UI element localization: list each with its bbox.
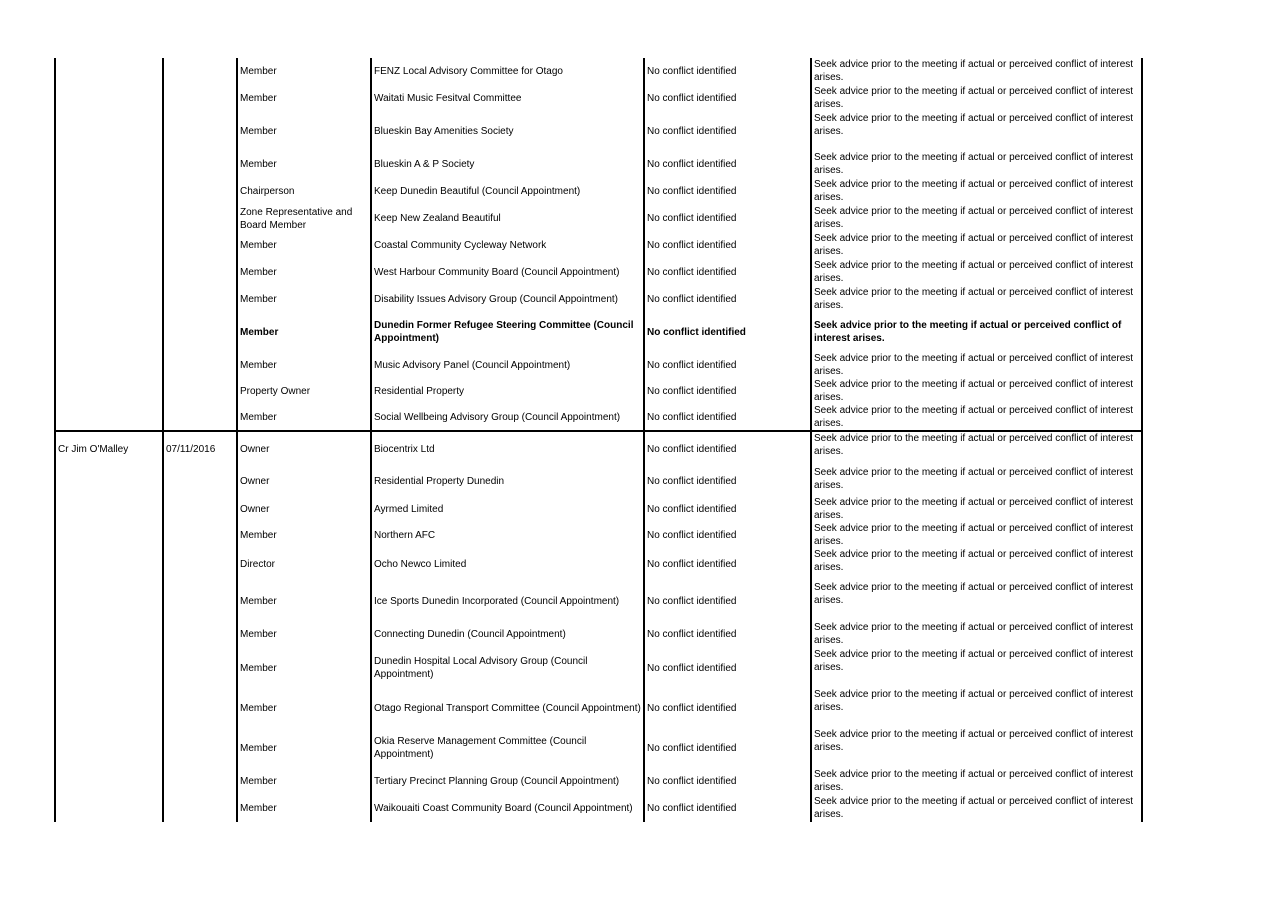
organisation-cell: Okia Reserve Management Committee (Council Appointment) <box>371 728 644 768</box>
role-cell: Member <box>237 795 371 822</box>
table-row <box>55 581 1142 621</box>
role-cell: Owner <box>237 496 371 522</box>
member-name-cell <box>55 85 163 112</box>
date-cell <box>163 522 237 548</box>
table-row <box>55 621 1142 648</box>
advice-cell: Seek advice prior to the meeting if actual or perceived conflict of interest arises. <box>811 58 1142 85</box>
role-cell: Member <box>237 58 371 85</box>
role-cell: Member <box>237 728 371 768</box>
advice-cell: Seek advice prior to the meeting if actual or perceived conflict of interest arises. <box>811 352 1142 378</box>
date-cell <box>163 286 237 312</box>
conflict-cell: No conflict identified <box>644 688 811 728</box>
organisation-cell: Ice Sports Dunedin Incorporated (Council Appointment) <box>371 581 644 621</box>
conflict-cell: No conflict identified <box>644 548 811 581</box>
table-row <box>55 548 1142 581</box>
date-cell <box>163 205 237 232</box>
organisation-cell: Dunedin Former Refugee Steering Committee (Council Appointment) <box>371 312 644 352</box>
role-cell: Member <box>237 768 371 795</box>
organisation-cell: Connecting Dunedin (Council Appointment) <box>371 621 644 648</box>
advice-cell: Seek advice prior to the meeting if actual or perceived conflict of interest arises. <box>811 178 1142 205</box>
role-cell: Member <box>237 648 371 688</box>
member-name-cell <box>55 312 163 352</box>
date-cell <box>163 648 237 688</box>
role-cell: Property Owner <box>237 378 371 404</box>
date-cell <box>163 548 237 581</box>
role-cell: Member <box>237 581 371 621</box>
advice-cell: Seek advice prior to the meeting if actual or perceived conflict of interest arises. <box>811 688 1142 728</box>
table-row <box>55 522 1142 548</box>
conflict-cell: No conflict identified <box>644 795 811 822</box>
organisation-cell: Tertiary Precinct Planning Group (Council Appointment) <box>371 768 644 795</box>
table-row <box>55 312 1142 352</box>
date-cell <box>163 728 237 768</box>
date-cell <box>163 259 237 286</box>
conflict-cell: No conflict identified <box>644 404 811 431</box>
conflict-cell: No conflict identified <box>644 621 811 648</box>
conflict-cell: No conflict identified <box>644 496 811 522</box>
register-table-body <box>55 58 1142 822</box>
date-cell <box>163 112 237 151</box>
organisation-cell: Disability Issues Advisory Group (Council Appointment) <box>371 286 644 312</box>
advice-cell: Seek advice prior to the meeting if actual or perceived conflict of interest arises. <box>811 496 1142 522</box>
conflict-cell: No conflict identified <box>644 431 811 466</box>
member-name-cell <box>55 58 163 85</box>
table-row <box>55 431 1142 466</box>
role-cell: Member <box>237 286 371 312</box>
member-name-cell <box>55 581 163 621</box>
conflict-cell: No conflict identified <box>644 85 811 112</box>
date-cell <box>163 621 237 648</box>
conflict-cell: No conflict identified <box>644 728 811 768</box>
table-row <box>55 112 1142 151</box>
conflict-cell: No conflict identified <box>644 352 811 378</box>
member-name-cell <box>55 178 163 205</box>
conflict-cell: No conflict identified <box>644 286 811 312</box>
role-cell: Member <box>237 85 371 112</box>
date-cell <box>163 466 237 496</box>
advice-cell: Seek advice prior to the meeting if actual or perceived conflict of interest arises. <box>811 621 1142 648</box>
role-cell: Member <box>237 352 371 378</box>
table-row <box>55 178 1142 205</box>
role-cell: Owner <box>237 466 371 496</box>
conflict-cell: No conflict identified <box>644 312 811 352</box>
advice-cell: Seek advice prior to the meeting if actual or perceived conflict of interest arises. <box>811 85 1142 112</box>
conflict-cell: No conflict identified <box>644 112 811 151</box>
organisation-cell: Waitati Music Fesitval Committee <box>371 85 644 112</box>
member-name-cell <box>55 286 163 312</box>
organisation-cell: Ayrmed Limited <box>371 496 644 522</box>
role-cell: Member <box>237 259 371 286</box>
advice-cell: Seek advice prior to the meeting if actual or perceived conflict of interest arises. <box>811 522 1142 548</box>
table-row <box>55 648 1142 688</box>
advice-cell: Seek advice prior to the meeting if actual or perceived conflict of interest arises. <box>811 232 1142 259</box>
date-cell <box>163 404 237 431</box>
date-cell <box>163 795 237 822</box>
member-name-cell <box>55 648 163 688</box>
table-row <box>55 58 1142 85</box>
conflict-cell: No conflict identified <box>644 768 811 795</box>
organisation-cell: Keep New Zealand Beautiful <box>371 205 644 232</box>
conflict-cell: No conflict identified <box>644 58 811 85</box>
table-row <box>55 688 1142 728</box>
conflict-cell: No conflict identified <box>644 259 811 286</box>
date-cell <box>163 85 237 112</box>
member-name-cell <box>55 466 163 496</box>
organisation-cell: Northern AFC <box>371 522 644 548</box>
organisation-cell: Residential Property Dunedin <box>371 466 644 496</box>
advice-cell: Seek advice prior to the meeting if actual or perceived conflict of interest arises. <box>811 112 1142 151</box>
member-name-cell <box>55 688 163 728</box>
table-row <box>55 404 1142 431</box>
conflict-cell: No conflict identified <box>644 151 811 178</box>
member-name-cell <box>55 352 163 378</box>
role-cell: Zone Representative and Board Member <box>237 205 371 232</box>
advice-cell: Seek advice prior to the meeting if actual or perceived conflict of interest arises. <box>811 795 1142 822</box>
role-cell: Member <box>237 312 371 352</box>
organisation-cell: Blueskin Bay Amenities Society <box>371 112 644 151</box>
table-row <box>55 232 1142 259</box>
conflict-cell: No conflict identified <box>644 648 811 688</box>
member-name-cell <box>55 548 163 581</box>
organisation-cell: Coastal Community Cycleway Network <box>371 232 644 259</box>
organisation-cell: Ocho Newco Limited <box>371 548 644 581</box>
advice-cell: Seek advice prior to the meeting if actual or perceived conflict of interest arises. <box>811 151 1142 178</box>
organisation-cell: Biocentrix Ltd <box>371 431 644 466</box>
table-row <box>55 286 1142 312</box>
table-row <box>55 352 1142 378</box>
advice-cell: Seek advice prior to the meeting if actual or perceived conflict of interest arises. <box>811 259 1142 286</box>
member-name-cell <box>55 496 163 522</box>
member-name-cell <box>55 404 163 431</box>
date-cell <box>163 688 237 728</box>
role-cell: Director <box>237 548 371 581</box>
date-cell <box>163 496 237 522</box>
role-cell: Member <box>237 621 371 648</box>
advice-cell: Seek advice prior to the meeting if actual or perceived conflict of interest arises. <box>811 205 1142 232</box>
date-cell <box>163 58 237 85</box>
role-cell: Owner <box>237 431 371 466</box>
member-name-cell <box>55 378 163 404</box>
conflict-cell: No conflict identified <box>644 205 811 232</box>
date-cell <box>163 312 237 352</box>
advice-cell: Seek advice prior to the meeting if actual or perceived conflict of interest arises. <box>811 728 1142 768</box>
organisation-cell: Music Advisory Panel (Council Appointment) <box>371 352 644 378</box>
advice-cell: Seek advice prior to the meeting if actual or perceived conflict of interest arises. <box>811 548 1142 581</box>
table-row <box>55 795 1142 822</box>
role-cell: Member <box>237 112 371 151</box>
organisation-cell: West Harbour Community Board (Council Appointment) <box>371 259 644 286</box>
member-name-cell <box>55 522 163 548</box>
member-name-cell <box>55 728 163 768</box>
conflict-cell: No conflict identified <box>644 232 811 259</box>
advice-cell: Seek advice prior to the meeting if actual or perceived conflict of interest arises. <box>811 312 1142 352</box>
organisation-cell: Keep Dunedin Beautiful (Council Appointment) <box>371 178 644 205</box>
advice-cell: Seek advice prior to the meeting if actual or perceived conflict of interest arises. <box>811 286 1142 312</box>
member-name-cell <box>55 112 163 151</box>
member-name-cell <box>55 795 163 822</box>
conflict-cell: No conflict identified <box>644 466 811 496</box>
date-cell <box>163 378 237 404</box>
advice-cell: Seek advice prior to the meeting if actual or perceived conflict of interest arises. <box>811 581 1142 621</box>
role-cell: Member <box>237 232 371 259</box>
role-cell: Member <box>237 151 371 178</box>
advice-cell: Seek advice prior to the meeting if actual or perceived conflict of interest arises. <box>811 768 1142 795</box>
table-row <box>55 466 1142 496</box>
conflict-cell: No conflict identified <box>644 522 811 548</box>
table-row <box>55 378 1142 404</box>
role-cell: Member <box>237 522 371 548</box>
date-cell <box>163 352 237 378</box>
role-cell: Member <box>237 688 371 728</box>
table-row <box>55 85 1142 112</box>
date-cell <box>163 232 237 259</box>
table-row <box>55 728 1142 768</box>
advice-cell: Seek advice prior to the meeting if actual or perceived conflict of interest arises. <box>811 378 1142 404</box>
organisation-cell: Dunedin Hospital Local Advisory Group (Council Appointment) <box>371 648 644 688</box>
table-row <box>55 259 1142 286</box>
advice-cell: Seek advice prior to the meeting if actual or perceived conflict of interest arises. <box>811 648 1142 688</box>
advice-cell: Seek advice prior to the meeting if actual or perceived conflict of interest arises. <box>811 431 1142 466</box>
organisation-cell: Waikouaiti Coast Community Board (Council Appointment) <box>371 795 644 822</box>
member-name-cell: Cr Jim O'Malley <box>55 431 163 466</box>
member-name-cell <box>55 205 163 232</box>
organisation-cell: FENZ Local Advisory Committee for Otago <box>371 58 644 85</box>
member-name-cell <box>55 768 163 795</box>
date-cell <box>163 151 237 178</box>
member-name-cell <box>55 232 163 259</box>
organisation-cell: Otago Regional Transport Committee (Council Appointment) <box>371 688 644 728</box>
table-row <box>55 205 1142 232</box>
member-name-cell <box>55 151 163 178</box>
member-name-cell <box>55 621 163 648</box>
role-cell: Member <box>237 404 371 431</box>
table-row <box>55 151 1142 178</box>
advice-cell: Seek advice prior to the meeting if actual or perceived conflict of interest arises. <box>811 404 1142 431</box>
date-cell <box>163 768 237 795</box>
organisation-cell: Social Wellbeing Advisory Group (Council Appointment) <box>371 404 644 431</box>
conflict-cell: No conflict identified <box>644 581 811 621</box>
register-of-interests-table <box>54 58 1143 822</box>
conflict-cell: No conflict identified <box>644 178 811 205</box>
date-cell <box>163 581 237 621</box>
conflict-cell: No conflict identified <box>644 378 811 404</box>
table-row <box>55 496 1142 522</box>
organisation-cell: Residential Property <box>371 378 644 404</box>
role-cell: Chairperson <box>237 178 371 205</box>
member-name-cell <box>55 259 163 286</box>
table-row <box>55 768 1142 795</box>
advice-cell: Seek advice prior to the meeting if actual or perceived conflict of interest arises. <box>811 466 1142 496</box>
organisation-cell: Blueskin A & P Society <box>371 151 644 178</box>
date-cell <box>163 178 237 205</box>
date-cell: 07/11/2016 <box>163 431 237 466</box>
